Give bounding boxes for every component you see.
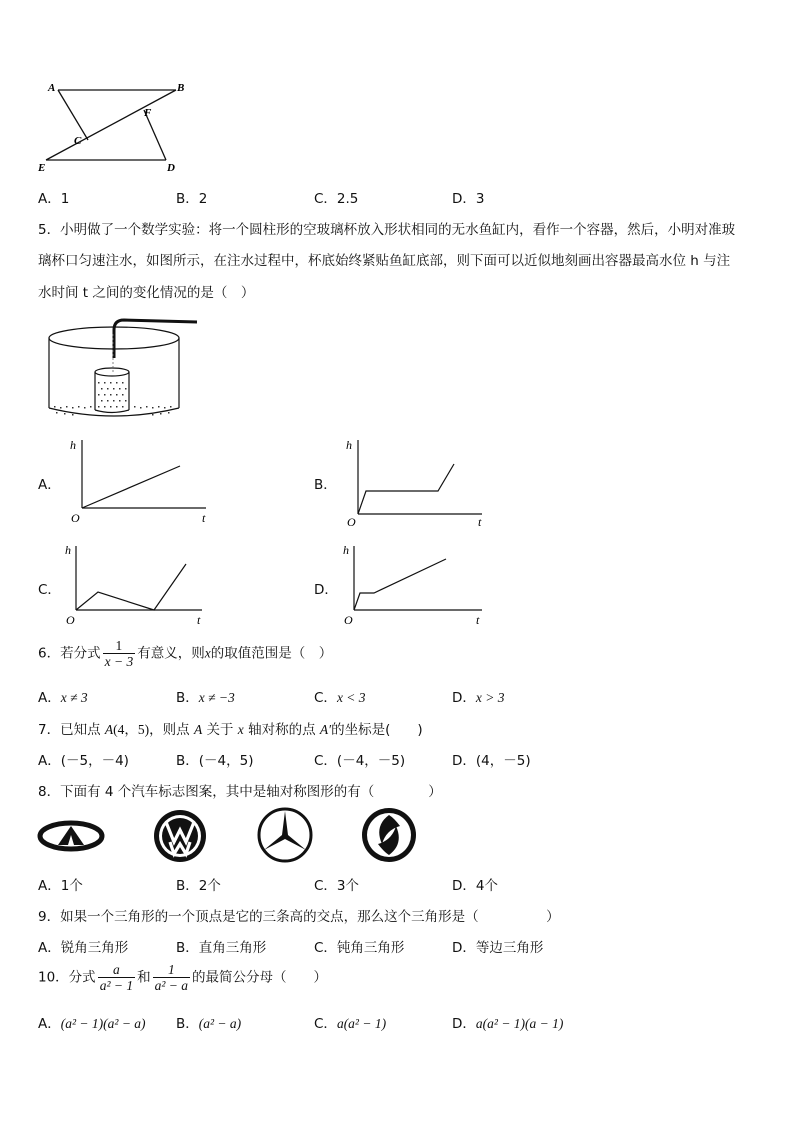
- q6-fraction: [103, 638, 136, 669]
- q8-option-d[interactable]: D．4个: [452, 878, 498, 894]
- origin-label: O: [66, 613, 75, 627]
- axis-t-label: t: [476, 613, 480, 627]
- fish-tank-illustration: [42, 312, 202, 424]
- q10-f2-den: a² − a: [154, 978, 189, 993]
- q4-option-b[interactable]: B．2: [176, 191, 208, 207]
- q8-option-c[interactable]: C．3个: [314, 878, 360, 894]
- q10-question: [38, 962, 327, 993]
- q6-option-c[interactable]: [314, 686, 366, 706]
- q6-suffix-b: 的取值范围是（ ）: [210, 645, 333, 662]
- option-label: D．: [452, 1016, 476, 1032]
- q10-option-c[interactable]: [314, 1012, 386, 1032]
- option-label: C．: [314, 690, 337, 706]
- q7-text-b: ，则点: [149, 722, 194, 738]
- q6-frac-den: x − 3: [104, 654, 134, 669]
- q6-prefix: 6．若分式: [38, 645, 101, 662]
- q7-point3: A′: [319, 722, 332, 737]
- q6-frac-num: 1: [103, 638, 136, 654]
- label-E: E: [38, 162, 46, 174]
- label-D: D: [167, 162, 175, 174]
- q7-text-a: 7．已知点: [38, 722, 105, 738]
- dongfeng-logo-icon: [360, 806, 418, 864]
- q5-text-line-2: 璃杯口匀速注水，如图所示，在注水过程中，杯底始终紧贴鱼缸底部，则下面可以近似地刻画出容器最高水位 h 与注: [38, 253, 731, 269]
- q5-option-a-label[interactable]: A．: [38, 477, 61, 493]
- q5-graph-a[interactable]: [62, 436, 222, 528]
- option-label: D．: [452, 690, 476, 706]
- label-A: A: [48, 82, 56, 94]
- q5-option-b-label[interactable]: B．: [314, 477, 337, 493]
- q10-suffix: 的最简公分母（ ）: [192, 969, 328, 986]
- q8-question: 8．下面有 4 个汽车标志图案，其中是轴对称图形的有（ ）: [38, 784, 442, 800]
- q6-option-b[interactable]: [176, 686, 235, 706]
- option-expr: x ≠ 3: [60, 690, 88, 705]
- label-C: C: [74, 135, 82, 147]
- option-expr: x ≠ −3: [198, 690, 235, 705]
- q9-option-d[interactable]: D．等边三角形: [452, 940, 544, 956]
- option-expr: a(a² − 1)(a − 1): [475, 1016, 564, 1031]
- option-label: B．: [176, 690, 199, 706]
- q7-point2: A: [193, 722, 203, 737]
- q6-suffix-a: 有意义，则: [137, 645, 205, 662]
- q10-option-d[interactable]: [452, 1012, 563, 1032]
- q6-option-d[interactable]: [452, 686, 505, 706]
- q7-point: A: [104, 722, 114, 737]
- axis-h-label: h: [65, 543, 71, 557]
- q5-graph-c[interactable]: [62, 540, 222, 632]
- q8-option-a[interactable]: A．1个: [38, 878, 83, 894]
- q10-mid: 和: [137, 969, 151, 986]
- q10-option-a[interactable]: [38, 1012, 146, 1032]
- q7-option-b[interactable]: B．(－4，5): [176, 753, 254, 769]
- axis-t-label: t: [478, 515, 482, 528]
- parallelogram-figure: [36, 78, 196, 178]
- q4-option-a[interactable]: A．1: [38, 191, 70, 207]
- mercedes-logo-icon: [256, 806, 314, 864]
- origin-label: O: [344, 613, 353, 627]
- q10-prefix: 10．分式: [38, 969, 96, 986]
- q5-graph-d[interactable]: [340, 540, 500, 632]
- option-label: A．: [38, 690, 61, 706]
- label-B: B: [177, 82, 185, 94]
- q10-fraction-1: [98, 962, 135, 993]
- option-label: B．: [176, 1016, 199, 1032]
- q5-option-d-label[interactable]: D．: [314, 582, 338, 598]
- q7-option-c[interactable]: C．(－4，－5): [314, 753, 406, 769]
- option-expr: x < 3: [336, 690, 366, 705]
- volkswagen-logo-icon: [152, 808, 208, 864]
- q7-text-e: 的坐标是( ): [331, 722, 423, 738]
- q5-text-line-1: 5．小明做了一个数学实验：将一个圆柱形的空玻璃杯放入形状相同的无水鱼缸内，看作一个容器，然后，小明对准玻: [38, 222, 736, 238]
- q6-option-a[interactable]: [38, 686, 88, 706]
- q10-f2-num: 1: [153, 962, 190, 978]
- q9-option-a[interactable]: A．锐角三角形: [38, 940, 129, 956]
- q7-text-c: 关于: [202, 722, 238, 738]
- origin-label: O: [347, 515, 356, 528]
- axis-h-label: h: [346, 438, 352, 452]
- q5-text-line-3: 水时间 t 之间的变化情况的是（ ）: [38, 285, 255, 301]
- option-label: C．: [314, 1016, 337, 1032]
- axis-h-label: h: [343, 543, 349, 557]
- q4-option-d[interactable]: D．3: [452, 191, 485, 207]
- q7-axis: x: [237, 722, 244, 737]
- q10-option-b[interactable]: [176, 1012, 241, 1032]
- q9-question: 9．如果一个三角形的一个顶点是它的三条高的交点，那么这个三角形是（ ）: [38, 909, 560, 925]
- q9-option-c[interactable]: C．钝角三角形: [314, 940, 405, 956]
- q5-option-c-label[interactable]: C．: [38, 582, 61, 598]
- origin-label: O: [71, 511, 80, 525]
- q6-var: x: [204, 645, 211, 661]
- option-expr: (a² − 1)(a² − a): [60, 1016, 146, 1031]
- q10-f1-den: a² − 1: [99, 978, 134, 993]
- q6-question: [38, 638, 332, 669]
- q10-fraction-2: [153, 962, 190, 993]
- q7-text-d: 轴对称的点: [243, 722, 320, 738]
- axis-t-label: t: [202, 511, 206, 525]
- axis-h-label: h: [70, 438, 76, 452]
- q4-option-c[interactable]: C．2.5: [314, 191, 359, 207]
- q9-option-b[interactable]: B．直角三角形: [176, 940, 267, 956]
- q10-f1-num: a: [98, 962, 135, 978]
- option-expr: (a² − a): [198, 1016, 242, 1031]
- label-F: F: [144, 107, 152, 119]
- infiniti-logo-icon: [36, 818, 106, 854]
- q7-question: [38, 718, 423, 738]
- option-expr: x > 3: [475, 690, 505, 705]
- option-expr: a(a² − 1): [336, 1016, 387, 1031]
- q7-coords: (4，5): [113, 722, 150, 737]
- q7-option-d[interactable]: D．(4，－5): [452, 753, 531, 769]
- q7-option-a[interactable]: A．(－5，－4): [38, 753, 129, 769]
- option-label: A．: [38, 1016, 61, 1032]
- q8-option-b[interactable]: B．2个: [176, 878, 221, 894]
- q5-graph-b[interactable]: [340, 436, 500, 528]
- axis-t-label: t: [197, 613, 201, 627]
